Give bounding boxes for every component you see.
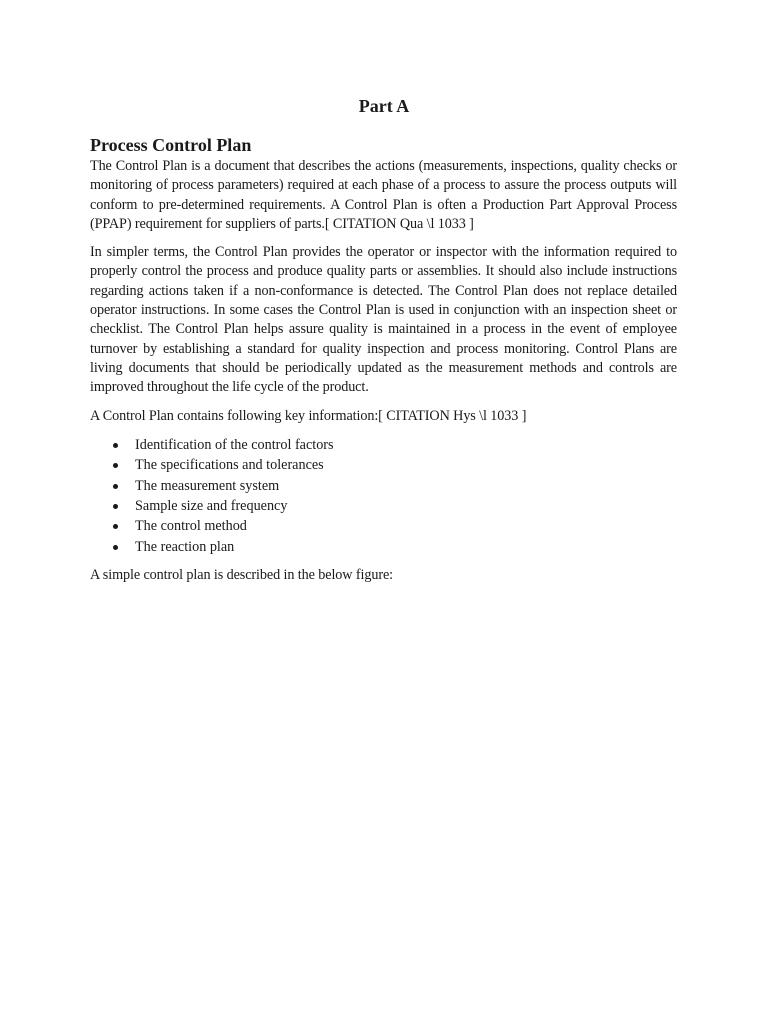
bullet-icon — [113, 524, 118, 529]
bullet-icon — [113, 504, 118, 509]
paragraph-closing: A simple control plan is described in the below figure: — [90, 567, 394, 584]
paragraph-simpler-terms: In simpler terms, the Control Plan provides the operator or inspector with the information required to properly control the process and produce quality parts or assemblies. It should also include instructions regarding actions taken if a non-conformance is detected. The Control Plan does not replace detailed operator instructions. In some cases the Control Plan is used in conjunction with an inspection sheet or checklist. The Control Plan helps assure quality is maintained in a process in the event of employee turnover by establishing a standard for quality inspection and process monitoring. Control Plans are living documents that should be periodically updated as the measurement methods and controls are improved throughout the life cycle of the product. — [90, 244, 677, 396]
list-item-text: The reaction plan — [135, 538, 235, 555]
list-item-text: Sample size and frequency — [135, 498, 288, 515]
bullet-icon — [113, 545, 118, 550]
key-information-list — [90, 435, 677, 557]
list-item-text: The specifications and tolerances — [135, 457, 324, 474]
list-item-text: The measurement system — [135, 477, 280, 494]
list-item — [90, 435, 677, 455]
list-item — [90, 537, 677, 557]
document-body — [90, 157, 677, 595]
paragraph-intro: The Control Plan is a document that describes the actions (measurements, inspections, quality checks or monitoring of process parameters) required at each phase of a process to assure the process outputs will conform to pre-determined requirements. A Control Plan is often a Production Part Approval Process (PPAP) requirement for suppliers of parts.[ CITATION Qua \l 1033 ] — [90, 158, 677, 232]
paragraph-key-information: A Control Plan contains following key information:[ CITATION Hys \l 1033 ] — [90, 407, 527, 424]
list-item-text: Identification of the control factors — [135, 436, 334, 453]
list-item — [90, 455, 677, 475]
list-item — [90, 476, 677, 496]
list-item — [90, 516, 677, 536]
section-heading: Process Control Plan — [90, 135, 252, 155]
bullet-icon — [113, 463, 118, 468]
list-item-text: The control method — [135, 518, 247, 535]
bullet-icon — [113, 484, 118, 489]
list-item — [90, 496, 677, 516]
part-title: Part A — [358, 96, 410, 116]
bullet-icon — [113, 443, 118, 448]
